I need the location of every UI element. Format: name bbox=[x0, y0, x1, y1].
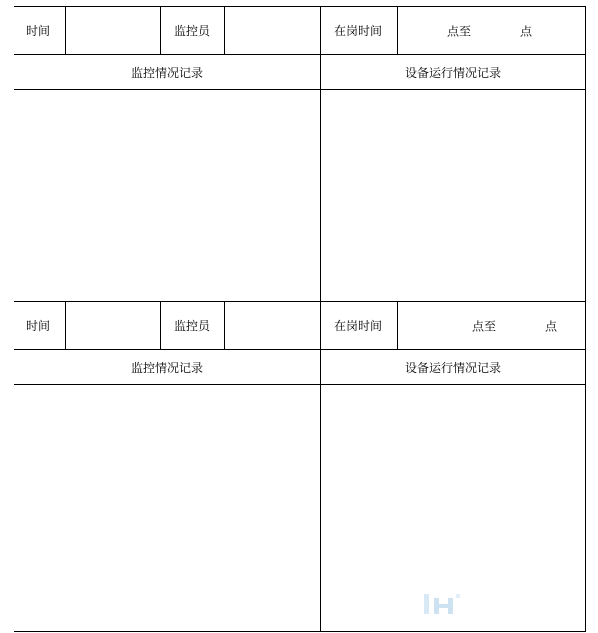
equipment-record-heading: 设备运行情况记录 bbox=[404, 360, 501, 375]
log-section bbox=[14, 301, 586, 632]
heading-row bbox=[14, 54, 586, 90]
duty-from-label: 点至 bbox=[472, 319, 497, 333]
header-row bbox=[14, 6, 586, 54]
record-area bbox=[14, 90, 586, 301]
duty-to-label: 点 bbox=[520, 24, 533, 38]
log-section bbox=[14, 6, 586, 301]
equipment-record-field[interactable] bbox=[320, 90, 586, 301]
duty-time-field[interactable] bbox=[397, 302, 586, 349]
monitor-field[interactable] bbox=[224, 302, 320, 349]
duty-from-label: 点至 bbox=[447, 24, 472, 38]
equipment-record-heading: 设备运行情况记录 bbox=[404, 65, 501, 80]
record-area bbox=[14, 385, 586, 632]
monitor-field[interactable] bbox=[224, 7, 320, 54]
duty-time-field[interactable] bbox=[397, 7, 586, 54]
monitoring-log-sheet bbox=[14, 6, 586, 632]
monitoring-record-field[interactable] bbox=[14, 385, 320, 631]
header-row bbox=[14, 301, 586, 349]
time-label: 时间 bbox=[26, 24, 51, 38]
monitoring-record-heading: 监控情况记录 bbox=[130, 65, 203, 80]
duty-to-label: 点 bbox=[545, 319, 558, 333]
monitoring-record-field[interactable] bbox=[14, 90, 320, 301]
monitor-label: 监控员 bbox=[173, 319, 210, 333]
watermark-logo-icon bbox=[414, 590, 466, 618]
duty-time-label: 在岗时间 bbox=[334, 319, 383, 333]
time-field[interactable] bbox=[65, 302, 160, 349]
monitoring-record-heading: 监控情况记录 bbox=[130, 360, 203, 375]
time-label: 时间 bbox=[26, 319, 51, 333]
heading-row bbox=[14, 349, 586, 385]
time-field[interactable] bbox=[65, 7, 160, 54]
duty-time-label: 在岗时间 bbox=[334, 24, 383, 38]
monitor-label: 监控员 bbox=[173, 24, 210, 38]
watermark-logo bbox=[414, 590, 466, 618]
